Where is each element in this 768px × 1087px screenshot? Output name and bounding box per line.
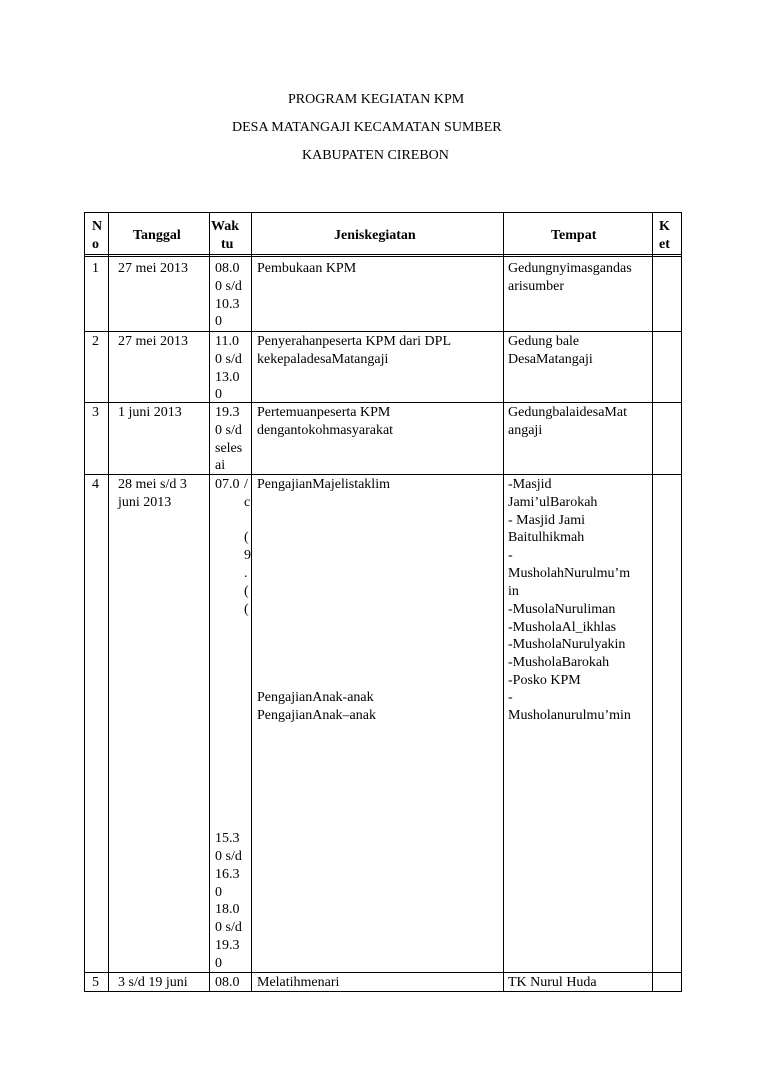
- row-divider: [84, 474, 682, 475]
- row4-tempat-10: -MusholaBarokah: [508, 655, 610, 670]
- row4-waktu-b4: 18.0: [215, 902, 240, 917]
- row4-tempat-0: -Masjid: [508, 477, 552, 492]
- table-border-top: [84, 212, 682, 213]
- header-waktu-a: Wak: [211, 219, 240, 234]
- header-tanggal: Tanggal: [133, 228, 181, 243]
- row4-waktu-clipped-6: (: [244, 584, 249, 599]
- header-waktu-b: tu: [221, 237, 234, 252]
- row5-waktu-0: 08.0: [215, 975, 240, 990]
- row4-waktu-b7: 0: [215, 956, 222, 971]
- row5-jenis-0: Melatihmenari: [257, 975, 340, 990]
- row4-tanggal-0: 28 mei s/d 3: [118, 477, 187, 492]
- row2-jenis-0: Penyerahanpeserta KPM dari DPL: [257, 334, 452, 349]
- row4-waktu-clipped-1: c: [244, 495, 251, 510]
- row4-tempat-12: -: [508, 690, 513, 705]
- row4-tempat-6: in: [508, 584, 519, 599]
- header-ket-b: et: [659, 237, 670, 252]
- row2-waktu-1: 0 s/d: [215, 352, 242, 367]
- row2-waktu-0: 11.0: [215, 334, 239, 349]
- row2-tempat-0: Gedung bale: [508, 334, 580, 349]
- row4-waktu-b5: 0 s/d: [215, 920, 242, 935]
- row4-waktu-b6: 19.3: [215, 938, 240, 953]
- row4-waktu-b3: 0: [215, 885, 222, 900]
- row2-tanggal: 27 mei 2013: [118, 334, 188, 349]
- header-no-b: o: [92, 237, 99, 252]
- header-ket-a: K: [659, 219, 670, 234]
- row4-tempat-11: -Posko KPM: [508, 673, 581, 688]
- row5-tempat-0: TK Nurul Huda: [508, 975, 597, 990]
- row-divider: [84, 402, 682, 403]
- row1-waktu-1: 0 s/d: [215, 279, 242, 294]
- row-divider: [84, 331, 682, 332]
- row3-waktu-0: 19.3: [215, 405, 240, 420]
- row4-jenis-top: PengajianMajelistaklim: [257, 477, 390, 492]
- row4-waktu-b2: 16.3: [215, 867, 240, 882]
- col-divider: [652, 212, 653, 992]
- row2-tempat-1: DesaMatangaji: [508, 352, 593, 367]
- row4-waktu-b1: 0 s/d: [215, 849, 242, 864]
- row3-jenis-0: Pertemuanpeserta KPM: [257, 405, 391, 420]
- row5-tanggal: 3 s/d 19 juni: [118, 975, 188, 990]
- title-line-1: PROGRAM KEGIATAN KPM: [288, 92, 465, 107]
- row4-waktu-clipped-3: (: [244, 530, 249, 545]
- row4-waktu-clipped-5: .: [244, 566, 248, 581]
- row4-tempat-4: -: [508, 548, 513, 563]
- row4-jenis-b0: PengajianAnak-anak: [257, 690, 374, 705]
- row1-tempat-0: Gedungnyimasgandas: [508, 261, 632, 276]
- row1-waktu-3: 0: [215, 314, 222, 329]
- row3-waktu-1: 0 s/d: [215, 423, 242, 438]
- row1-no: 1: [92, 261, 99, 276]
- table-border-right: [681, 212, 682, 992]
- row1-waktu-2: 10.3: [215, 297, 240, 312]
- header-jeniskegiatan: Jeniskegiatan: [334, 228, 416, 243]
- row4-jenis-b1: PengajianAnak–anak: [257, 708, 376, 723]
- row3-no: 3: [92, 405, 99, 420]
- row1-waktu-0: 08.0: [215, 261, 240, 276]
- row4-waktu-clipped-0: /: [244, 477, 248, 492]
- row2-jenis-1: kekepaladesaMatangaji: [257, 352, 389, 367]
- row-divider: [84, 972, 682, 973]
- row4-tempat-7: -MusolaNuruliman: [508, 602, 616, 617]
- row5-no: 5: [92, 975, 99, 990]
- header-no-a: N: [92, 219, 103, 234]
- row1-tanggal: 27 mei 2013: [118, 261, 188, 276]
- title-line-2: DESA MATANGAJI KECAMATAN SUMBER: [232, 120, 502, 135]
- row4-tempat-1: Jami’ulBarokah: [508, 495, 598, 510]
- row2-no: 2: [92, 334, 99, 349]
- row4-tempat-5: MusholahNurulmu’m: [508, 566, 631, 581]
- title-line-3: KABUPATEN CIREBON: [302, 148, 449, 163]
- row3-waktu-2: seles: [215, 441, 243, 456]
- row3-tanggal: 1 juni 2013: [118, 405, 182, 420]
- row4-waktu-clipped-4: 9: [244, 548, 251, 563]
- row4-tempat-9: -MusholaNurulyakin: [508, 637, 626, 652]
- row4-waktu-clipped-7: (: [244, 602, 249, 617]
- row1-jenis-0: Pembukaan KPM: [257, 261, 357, 276]
- row4-tempat-13: Musholanurulmu’min: [508, 708, 631, 723]
- row2-waktu-3: 0: [215, 387, 222, 402]
- row3-tempat-0: GedungbalaidesaMat: [508, 405, 627, 420]
- row4-waktu-b0: 15.3: [215, 831, 240, 846]
- row4-tempat-3: Baitulhikmah: [508, 530, 585, 545]
- row4-tempat-8: -MusholaAl_ikhlas: [508, 620, 617, 635]
- row4-tempat-2: - Masjid Jami: [508, 513, 585, 528]
- program-table: [84, 212, 682, 992]
- row3-tempat-1: angaji: [508, 423, 543, 438]
- row3-jenis-1: dengantokohmasyarakat: [257, 423, 394, 438]
- row4-waktu-top: 07.0: [215, 477, 240, 492]
- row4-tanggal-1: juni 2013: [118, 495, 172, 510]
- row3-waktu-3: ai: [215, 458, 226, 473]
- col-divider: [209, 212, 210, 992]
- table-border-left: [84, 212, 85, 992]
- header-divider: [84, 254, 682, 257]
- row2-waktu-2: 13.0: [215, 370, 240, 385]
- header-tempat: Tempat: [551, 228, 597, 243]
- col-divider: [503, 212, 504, 992]
- row1-tempat-1: arisumber: [508, 279, 564, 294]
- row4-no: 4: [92, 477, 99, 492]
- col-divider: [108, 212, 109, 992]
